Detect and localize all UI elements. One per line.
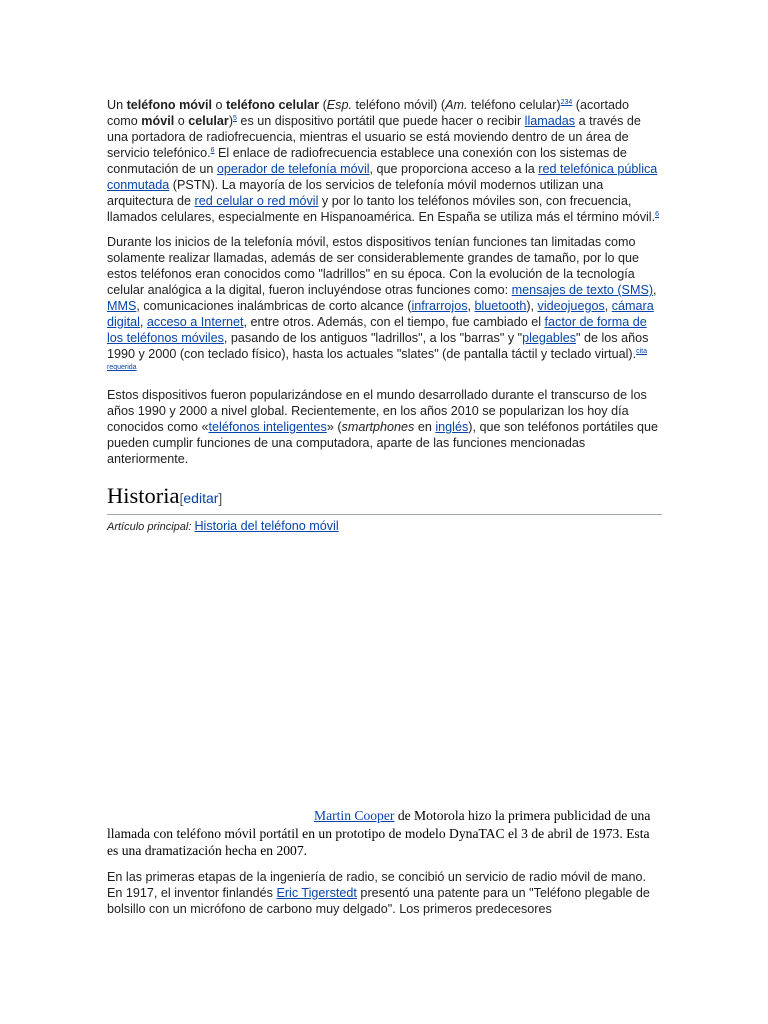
term-bold: teléfono celular bbox=[226, 98, 320, 112]
edit-bracket: ] bbox=[218, 490, 223, 506]
text: " de los años 1990 y 2000 (con teclado físico), hasta los actuales "slates" (de pantalla táctil y teclado virtual). bbox=[107, 331, 649, 361]
text: o bbox=[211, 98, 226, 112]
caption-text: de Motorola hizo la primera publicidad de una llamada con teléfono móvil portátil en un prototipo de modelo DynaTAC el 3 de abril de 1973. Esta es una dramatización hecha en 2007. bbox=[107, 808, 651, 858]
link-red-telefonica[interactable]: red telefónica pública conmutada bbox=[107, 162, 658, 192]
section-title: Historia bbox=[107, 483, 180, 508]
text: , comunicaciones inalámbricas de corto alcance ( bbox=[136, 299, 412, 313]
text: El enlace de radiofrecuencia establece una conexión con los sistemas de conmutación de un bbox=[107, 146, 627, 176]
link-ingles[interactable]: inglés bbox=[435, 420, 469, 434]
italic-text: Esp. bbox=[326, 98, 352, 112]
text: y por lo tanto los teléfonos móviles son, con frecuencia, llamados celulares, especialmente en Hispanoamérica. En España se utiliza más el término móvil. bbox=[107, 194, 656, 224]
reference bbox=[655, 211, 659, 218]
text: teléfono móvil) ( bbox=[351, 98, 446, 112]
italic-text: Am. bbox=[445, 98, 468, 112]
hatnote-label: Artículo principal: bbox=[107, 521, 195, 533]
media-caption bbox=[107, 807, 662, 860]
link-llamadas[interactable]: llamadas bbox=[524, 114, 576, 128]
link-infrarrojos[interactable]: infrarrojos bbox=[411, 299, 468, 313]
text: En las primeras etapas de la ingeniería de radio, se concibió un servicio de radio móvil de mano. En 1917, el inventor finlandés bbox=[107, 869, 647, 900]
italic-text: smartphones bbox=[341, 420, 415, 434]
reference bbox=[561, 99, 573, 106]
link-factor-forma[interactable]: factor de forma de los teléfonos móviles bbox=[107, 315, 647, 345]
reference-link[interactable]: 234 bbox=[560, 99, 573, 106]
smartphone-paragraph bbox=[107, 387, 662, 467]
citation-needed-link[interactable]: cita requerida bbox=[107, 348, 647, 371]
text: teléfono celular) bbox=[467, 98, 561, 112]
text: ) bbox=[228, 114, 234, 128]
link-camara-digital[interactable]: cámara digital bbox=[107, 299, 654, 329]
reference-link[interactable]: 5 bbox=[233, 115, 237, 122]
link-red-celular[interactable]: red celular o red móvil bbox=[194, 194, 319, 208]
term-bold: teléfono móvil bbox=[126, 98, 212, 112]
text: , que proporciona acceso a la bbox=[369, 162, 539, 176]
link-bluetooth[interactable]: bluetooth bbox=[474, 299, 527, 313]
hatnote bbox=[107, 518, 662, 535]
link-telefonos-inteligentes[interactable]: teléfonos inteligentes bbox=[208, 420, 327, 434]
text: , bbox=[467, 299, 475, 313]
text: a través de una portadora de radiofrecuencia, mientras el usuario se está moviendo dentro de un área de servicio telefónico. bbox=[107, 114, 641, 160]
term-bold: celular bbox=[188, 114, 229, 128]
early-radio-paragraph bbox=[107, 869, 662, 917]
link-historia-telefono-movil[interactable]: Historia del teléfono móvil bbox=[194, 519, 339, 533]
text: » ( bbox=[326, 420, 342, 434]
link-operador[interactable]: operador de telefonía móvil bbox=[216, 162, 370, 176]
text: , bbox=[604, 299, 612, 313]
text: ), bbox=[526, 299, 538, 313]
link-mms[interactable]: MMS bbox=[107, 299, 137, 313]
link-videojuegos[interactable]: videojuegos bbox=[537, 299, 605, 313]
text: presentó una patente para un "Teléfono plegable de bolsillo con un micrófono de carbono muy delgado". Los primeros predecesores bbox=[107, 885, 650, 916]
text: (acortado como bbox=[107, 98, 629, 128]
link-eric-tigerstedt[interactable]: Eric Tigerstedt bbox=[276, 885, 357, 900]
text: Estos dispositivos fueron popularizándose en el mundo desarrollado durante el transcurso de los años 1990 y 2000 a nivel global. Recientemente, en los años 2010 se popularizan los hoy día conocidos como « bbox=[107, 388, 647, 434]
reference-link[interactable]: 6 bbox=[210, 147, 215, 154]
text: (PSTN). La mayoría de los servicios de telefonía móvil modernos utilizan una arquitectura de bbox=[107, 178, 604, 208]
edit-link[interactable]: editar bbox=[183, 490, 219, 506]
section-heading-historia bbox=[107, 482, 662, 515]
text: Durante los inicios de la telefonía móvil, estos dispositivos tenían funciones tan limitadas como solamente realizar llamadas, además de ser considerablemente grandes de tamaño, por lo que estos teléfonos eran conocidos como "ladrillos" en su época. Con la evolución de la tecnología celular analógica a la digital, fueron incluyéndose otras funciones como: bbox=[107, 235, 640, 297]
text: Un bbox=[107, 98, 127, 112]
text: , pasando de los antiguos "ladrillos", a los "barras" y " bbox=[223, 331, 523, 345]
reference-link[interactable]: 6 bbox=[655, 211, 659, 218]
term-bold: móvil bbox=[141, 114, 175, 128]
edit-bracket: [ bbox=[179, 490, 184, 506]
article-content bbox=[107, 95, 662, 917]
text: en bbox=[414, 420, 436, 434]
text: , entre otros. Además, con el tiempo, fue cambiado el bbox=[243, 315, 545, 329]
text: ), que son teléfonos portátiles que pueden cumplir funciones de una computadora, aparte de las funciones mencionadas anteriormente. bbox=[107, 420, 659, 466]
text: o bbox=[174, 114, 189, 128]
link-plegables[interactable]: plegables bbox=[522, 331, 577, 345]
intro-paragraph bbox=[107, 97, 662, 225]
text: es un dispositivo portátil que puede hacer o recibir bbox=[236, 114, 525, 128]
history-paragraph bbox=[107, 234, 662, 378]
media-placeholder bbox=[107, 535, 662, 807]
link-martin-cooper[interactable]: Martin Cooper bbox=[314, 808, 395, 823]
link-acceso-internet[interactable]: acceso a Internet bbox=[146, 315, 244, 329]
text: ( bbox=[319, 98, 327, 112]
link-sms[interactable]: mensajes de texto (SMS) bbox=[511, 283, 654, 297]
text: , bbox=[139, 315, 147, 329]
text: , bbox=[653, 283, 657, 297]
